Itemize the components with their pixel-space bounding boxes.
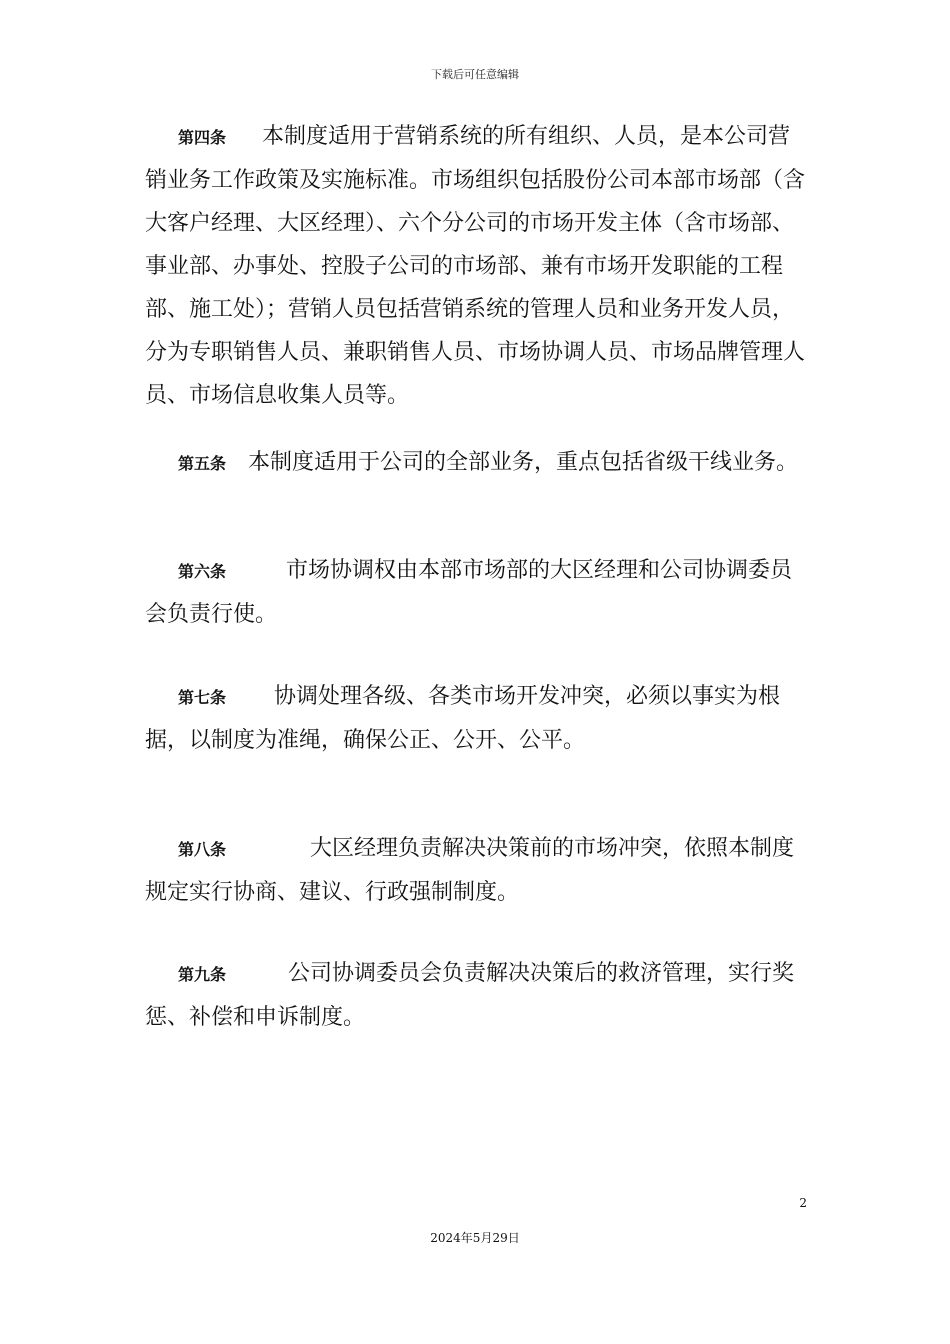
article-label: 第四条 <box>178 128 227 147</box>
page-header: 下载后可任意编辑 <box>431 68 519 81</box>
article-label: 第五条 <box>178 454 227 473</box>
article-9 <box>145 952 810 1039</box>
article-text: 大区经理负责解决决策前的市场冲突，依照本制度规定实行协商、建议、行政强制制度。 <box>145 836 795 905</box>
article-text: 协调处理各级、各类市场开发冲突，必须以事实为根据，以制度为准绳，确保公正、公开、公平。 <box>145 684 781 753</box>
article-5 <box>145 441 810 485</box>
article-text: 市场协调权由本部市场部的大区经理和公司协调委员会负责行使。 <box>145 558 793 627</box>
article-text: 本制度适用于公司的全部业务，重点包括省级干线业务。 <box>248 450 799 475</box>
footer-date: 2024年5月29日 <box>430 1231 520 1245</box>
article-7 <box>145 675 810 762</box>
article-text: 公司协调委员会负责解决决策后的救济管理，实行奖惩、补偿和申诉制度。 <box>145 961 795 1030</box>
article-label: 第八条 <box>178 840 227 859</box>
article-8 <box>145 827 810 914</box>
article-text: 本制度适用于营销系统的所有组织、人员，是本公司营销业务工作政策及实施标准。市场组织包括股份公司本部市场部（含大客户经理、大区经理）、六个分公司的市场开发主体（含市场部、事业部、办事处、控股子公司的市场部、兼有市场开发职能的工程部、施工处）；营销人员包括营销系统的管理人员和业务开发人员，分为专职销售人员、兼职销售人员、市场协调人员、市场品牌管理人员、市场信息收集人员等。 <box>145 124 806 408</box>
article-6 <box>145 549 810 636</box>
page-number: 2 <box>799 1196 807 1210</box>
article-4 <box>145 115 810 417</box>
article-label: 第九条 <box>178 965 227 984</box>
article-label: 第六条 <box>178 562 227 581</box>
article-label: 第七条 <box>178 688 227 707</box>
